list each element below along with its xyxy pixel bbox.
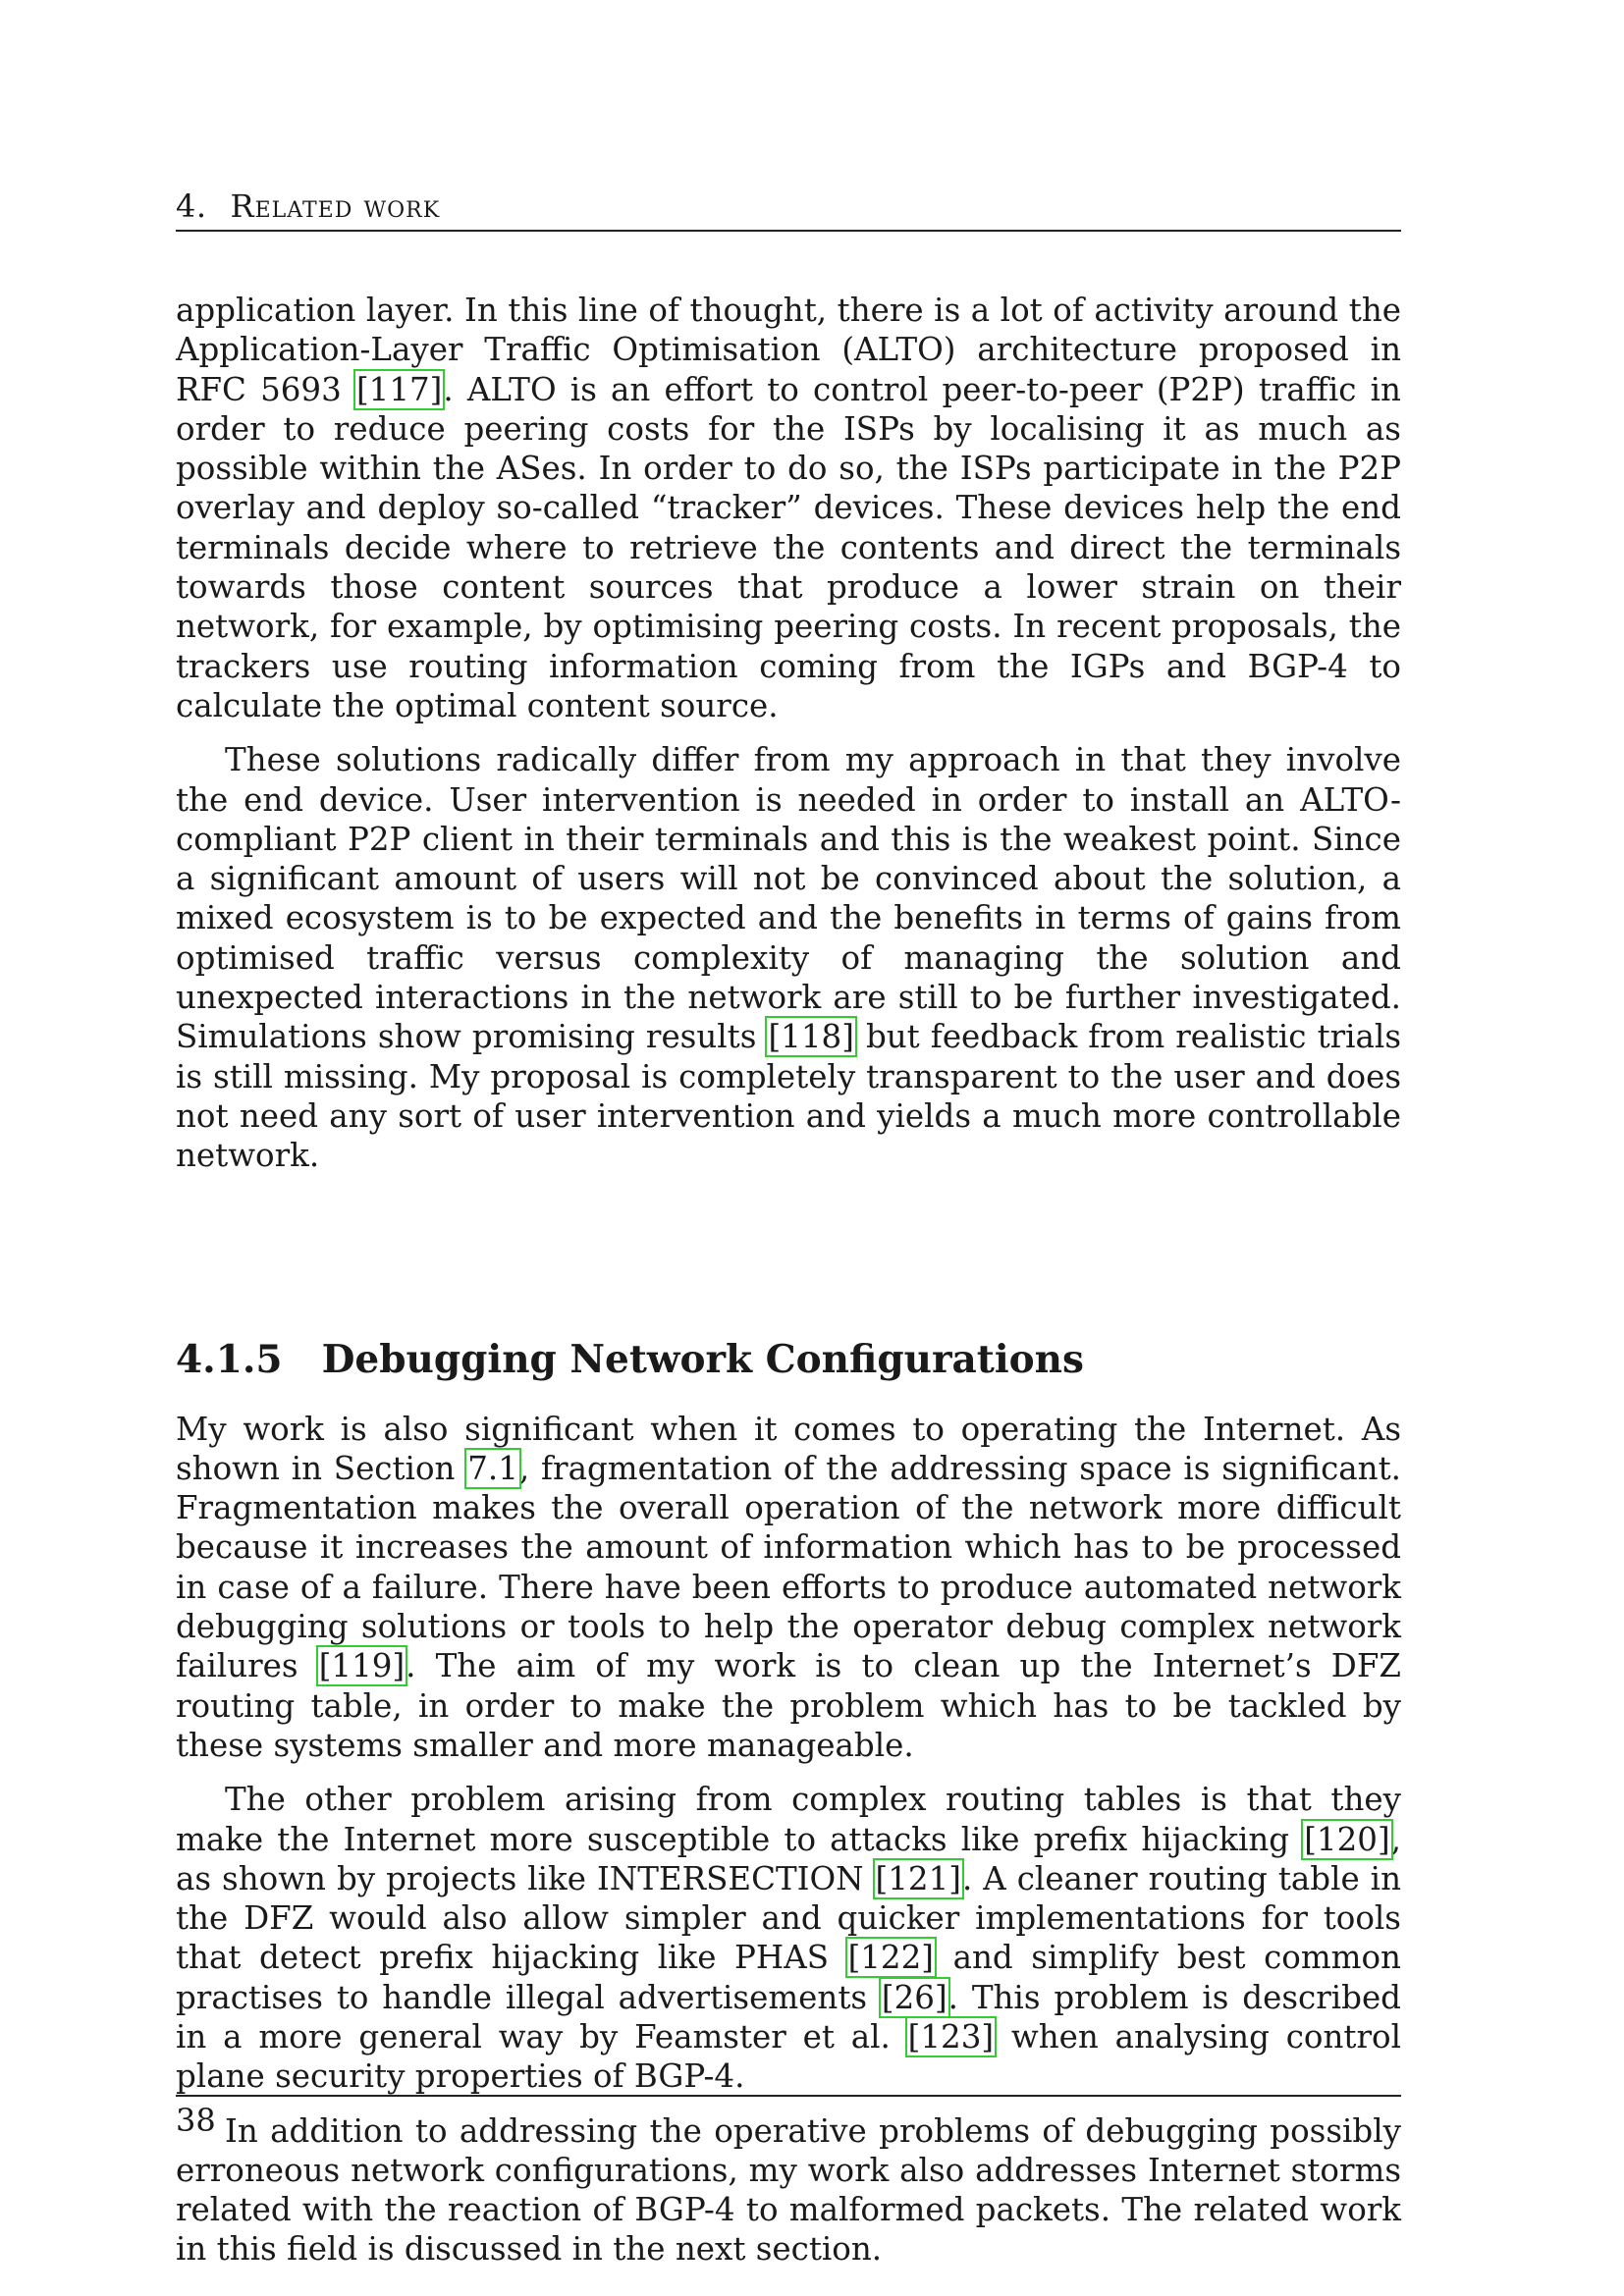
citation-link[interactable]: [121] (875, 1859, 961, 1897)
citation-link[interactable]: [123] (907, 2017, 995, 2056)
paragraph-text: The other problem arising from complex routing tables is that they make the Internet more susceptible to attacks like prefix hijacking (176, 1781, 1401, 1858)
section-heading (176, 1337, 1401, 1382)
paragraph-text: . A cleaner routing table in the DFZ would also allow simpler and quicker implementations for tools that detect prefix hijacking like PHAS (176, 1859, 1402, 1977)
paragraph-text: , as shown by projects like INTERSECTION (176, 1820, 1401, 1897)
page-number: 38 (176, 2102, 216, 2139)
page (176, 187, 1401, 2269)
citation-link[interactable]: [122] (847, 1939, 934, 1977)
citation-link[interactable]: 7.1 (467, 1449, 518, 1487)
paragraph (176, 291, 1401, 725)
citation-link[interactable]: [120] (1304, 1820, 1390, 1858)
chapter-number: 4. (176, 187, 207, 225)
citation-link[interactable]: [26] (881, 1978, 947, 2016)
paragraph-text: when analysing control plane security properties of BGP-4. (176, 2017, 1401, 2096)
paragraph-text: These solutions radically differ from my approach in that they involve the end device. User intervention is needed in order to install an ALTO-compliant P2P client in their terminals and this is the weakest point. Since a significant amount of users will not be convinced about the solution, a mixed ecosystem is to be expected and the benefits in terms of gains from optimised traffic versus complexity of managing the solution and unexpected interactions in the network are still to be further investigated. Simulations show promising results (176, 741, 1401, 1056)
running-header (176, 187, 1401, 232)
content (176, 291, 1401, 2269)
section-title: Debugging Network Configurations (321, 1336, 1084, 1382)
paragraph (176, 1410, 1401, 1766)
citation-link[interactable]: [117] (355, 370, 443, 408)
paragraph-text: application layer. In this line of thought, there is a lot of activity around the Application-Layer Traffic Optimisation (ALTO) architecture proposed in RFC 5693 (176, 292, 1401, 408)
paragraph-text: , fragmentation of the addressing space is significant. Fragmentation makes the overall operation of the network more difficult because it increases the amount of information which has to be processed in case of a failure. There have been efforts to produce automated network debugging solutions or tools to help the operator debug complex network failures (176, 1449, 1401, 1685)
paragraph (176, 740, 1401, 1175)
page-footer (176, 2095, 1401, 2140)
paragraph-text: . This problem is described in a more general way by Feamster et al. (176, 1978, 1401, 2056)
paragraph-text: and simplify best common practises to handle illegal advertisements (176, 1939, 1401, 2016)
citation-link[interactable]: [119] (318, 1647, 406, 1685)
paragraph-text: . The aim of my work is to clean up the Internet’s DFZ routing table, in order to make the problem which has to be tackled by these systems smaller and more manageable. (176, 1647, 1401, 1764)
section-number: 4.1.5 (176, 1336, 283, 1382)
paragraph-text: but feedback from realistic trials is still missing. My proposal is completely transparent to the user and does not need any sort of user intervention and yields a much more controllable network. (176, 1018, 1402, 1175)
paragraph-text: My work is also significant when it comes to operating the Internet. As shown in Section (176, 1410, 1401, 1487)
citation-link[interactable]: [118] (768, 1018, 854, 1056)
paragraph (176, 1780, 1401, 2096)
chapter-title: Related work (230, 187, 441, 225)
paragraph-text: In addition to addressing the operative problems of debugging possibly erroneous network configurations, my work also addresses Internet storms related with the reaction of BGP-4 to malformed packets. The related work in this field is discussed in the next section. (176, 2111, 1401, 2269)
paragraph-text: . ALTO is an effort to control peer-to-peer (P2P) traffic in order to reduce peering costs for the ISPs by localising it as much as possible within the ASes. In order to do so, the ISPs participate in the P2P overlay and deploy so-called “tracker” devices. These devices help the end terminals decide where to retrieve the contents and direct the terminals towards those content sources that produce a lower strain on their network, for example, by optimising peering costs. In recent proposals, the trackers use routing information coming from the IGPs and BGP-4 to calculate the optimal content source. (176, 370, 1401, 724)
